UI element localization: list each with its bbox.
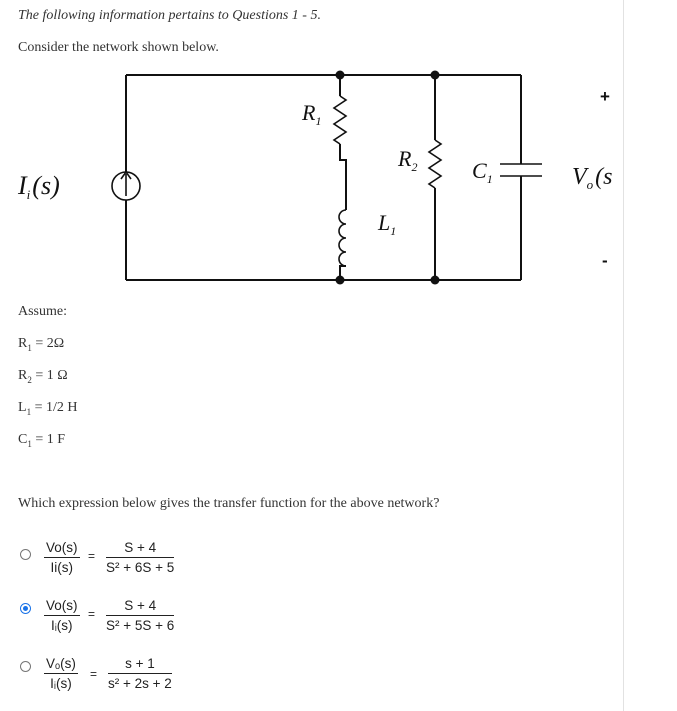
source-label: Ii(s) xyxy=(18,171,60,202)
c1-label: $C_1$ xyxy=(472,158,493,186)
param-l1: $L_1 = 1/2$ H xyxy=(18,400,78,417)
vout-label: $V_o(s$ xyxy=(572,164,613,192)
l1-label: $L_1$ xyxy=(378,210,397,238)
l1-inductor-icon xyxy=(339,210,346,266)
rhs-fraction: $\frac{s + 1}{\text{s² + 2s + 2}}$ xyxy=(108,656,172,691)
vout-minus: - xyxy=(602,251,608,270)
node-top-right xyxy=(431,71,440,80)
r1-resistor-icon xyxy=(334,96,346,144)
equals-sign: = xyxy=(88,549,96,563)
rhs-fraction: $\frac{S + 4}{\text{S² + 6S + 5}}$ xyxy=(106,540,175,575)
c1-capacitor-icon xyxy=(500,164,542,176)
node-bottom-mid xyxy=(336,276,345,285)
lhs-fraction: $\frac{Vo(s)}{Ii(s)}$ xyxy=(46,540,78,575)
r2-resistor-icon xyxy=(429,140,441,188)
assume-label: Assume: xyxy=(18,304,67,319)
lhs-fraction: $\frac{Vo(s)}{\text{Iᵢ(s)}}$ xyxy=(46,598,78,633)
r2-label: $R_2$ xyxy=(398,146,418,174)
node-bottom-right xyxy=(431,276,440,285)
radio-button-selected[interactable] xyxy=(20,603,31,614)
r1-label: $R_1$ xyxy=(302,100,322,128)
radio-button[interactable] xyxy=(20,661,31,672)
equals-sign: = xyxy=(88,607,96,621)
param-r2: $R_2 = 1$ Ω xyxy=(18,368,68,385)
node-top-mid xyxy=(336,71,345,80)
param-c1: $C_1 = 1$ F xyxy=(18,432,66,449)
param-r1: $R_1 = 2\Omega$ xyxy=(18,336,65,353)
consider-text: Consider the network shown below. xyxy=(18,40,219,55)
lhs-fraction: $\frac{\text{Vₒ(s)}}{\text{Iᵢ(s)}}$ xyxy=(46,656,76,691)
circuit-diagram xyxy=(0,60,624,300)
rhs-fraction: $\frac{S + 4}{\text{S² + 5S + 6}}$ xyxy=(106,598,175,633)
equals-sign: = xyxy=(90,667,98,681)
vout-plus: + xyxy=(600,87,610,106)
question-text: Which expression below gives the transfer function for the above network? xyxy=(18,496,440,511)
radio-button[interactable] xyxy=(20,549,31,560)
intro-text: The following information pertains to Questions 1 - 5. xyxy=(18,8,321,23)
